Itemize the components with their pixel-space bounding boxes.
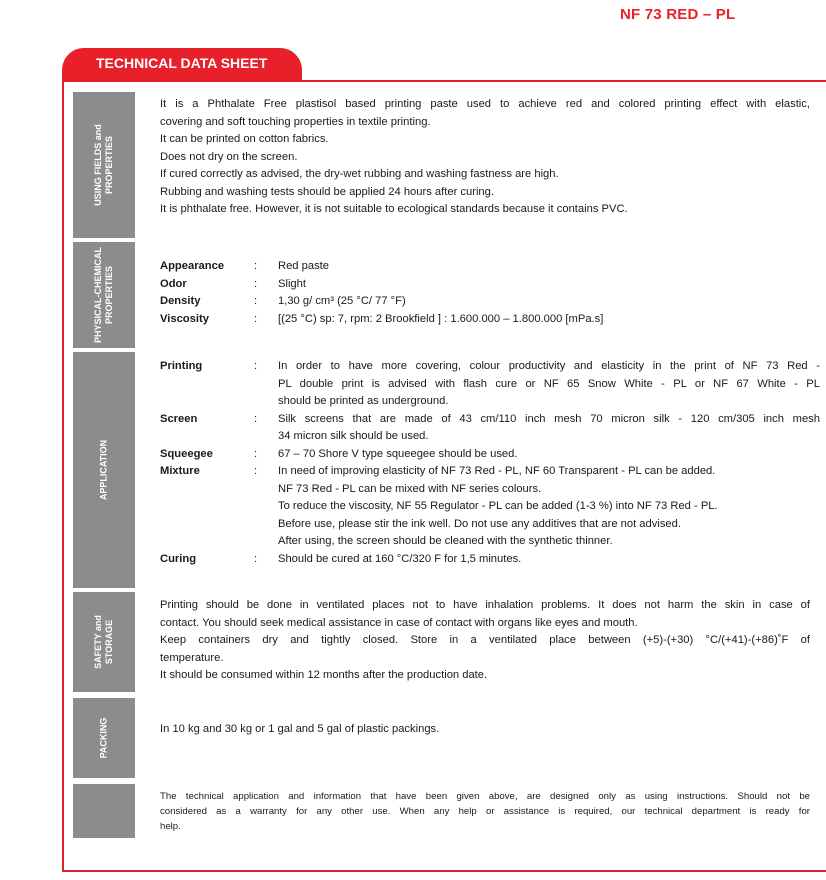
section-label-safety: SAFETY and STORAGE	[73, 592, 135, 692]
disclaimer-text: The technical application and information that have been given above, are designed only as using instructions. Should not be considered as a warranty for any other use. When any help or assistance is required, our technical department is ready for help.	[160, 791, 810, 832]
using-fields-text: It is a Phthalate Free plastisol based printing paste used to achieve red and colored printing effect with elastic, covering and soft touching properties in textile printing. It can be printed on cotton fabrics. Does not dry on the screen. If cured correctly as advised, the dry-wet rubbing and washing fastness are high. Rubbing and washing tests should be applied 24 hours after curing. It is phthalate free. However, it is not suitable to ecological standards because it contains PVC.	[160, 98, 810, 215]
packing-text: In 10 kg and 30 kg or 1 gal and 5 gal of plastic packings.	[160, 723, 440, 735]
application-row-mixture: Mixture : In need of improving elasticity of NF 73 Red - PL, NF 60 Transparent - PL can be added. NF 73 Red - PL can be mixed with NF series colours. To reduce the viscosity, NF 55 Regulator - PL can be added (1-3 %) into NF 73 Red - PL. Before use, please stir the ink well. Do not use any additives that are not advised. After using, the screen should be cleaned with the synthetic thinner.	[160, 465, 718, 547]
section-label-using: USING FIELDS and PROPERTIES	[73, 92, 135, 238]
application-row-printing: Printing : In order to have more covering, colour productivity and elasticity in the print of NF 73 Red - PL double print is advised with flash cure or NF 65 Snow White - PL or NF 67 White - PL should be printed as underground.	[160, 360, 820, 407]
application-row-screen: Screen : Silk screens that are made of 43 cm/110 inch mesh 70 micron silk - 120 cm/305 inch mesh 34 micron silk should be used.	[160, 412, 820, 442]
section-label-packing: PACKING	[73, 698, 135, 778]
bottom-rule	[62, 870, 826, 872]
section-label-physical: PHYSICAL-CHEMICAL PROPERTIES	[73, 242, 135, 348]
sheet-title: TECHNICAL DATA SHEET	[96, 55, 268, 71]
safety-storage-text: Printing should be done in ventilated places not to have inhalation problems. It does not harm the skin in case of contact. You should seek medical assistance in case of contact with organs like eyes and mouth. Keep containers dry and tightly closed. Store in a ventilated place between (+5)-(+30) °C/(+41)-(+86)˚F of temperature. It should be consumed within 12 months after the production date.	[160, 599, 810, 681]
application-row-squeegee: Squeegee : 67 – 70 Shore V type squeegee should be used.	[160, 447, 518, 460]
property-row: Density : 1,30 g/ cm³ (25 °C/ 77 °F)	[160, 295, 406, 307]
application-properties	[160, 358, 820, 568]
property-row: Appearance : Red paste	[160, 260, 329, 272]
section-label-application: APPLICATION	[73, 352, 135, 588]
property-row: Odor : Slight	[160, 277, 306, 290]
left-rule	[62, 82, 64, 872]
top-rule	[62, 80, 826, 82]
physical-properties	[160, 258, 820, 328]
section-label-blank	[73, 784, 135, 838]
product-title: NF 73 RED – PL	[620, 6, 736, 23]
application-row-curing: Curing : Should be cured at 160 °C/320 F for 1,5 minutes.	[160, 552, 522, 565]
property-row: Viscosity : [(25 °C) sp: 7, rpm: 2 Brookfield ] : 1.600.000 – 1.800.000 [mPa.s]	[160, 312, 604, 325]
